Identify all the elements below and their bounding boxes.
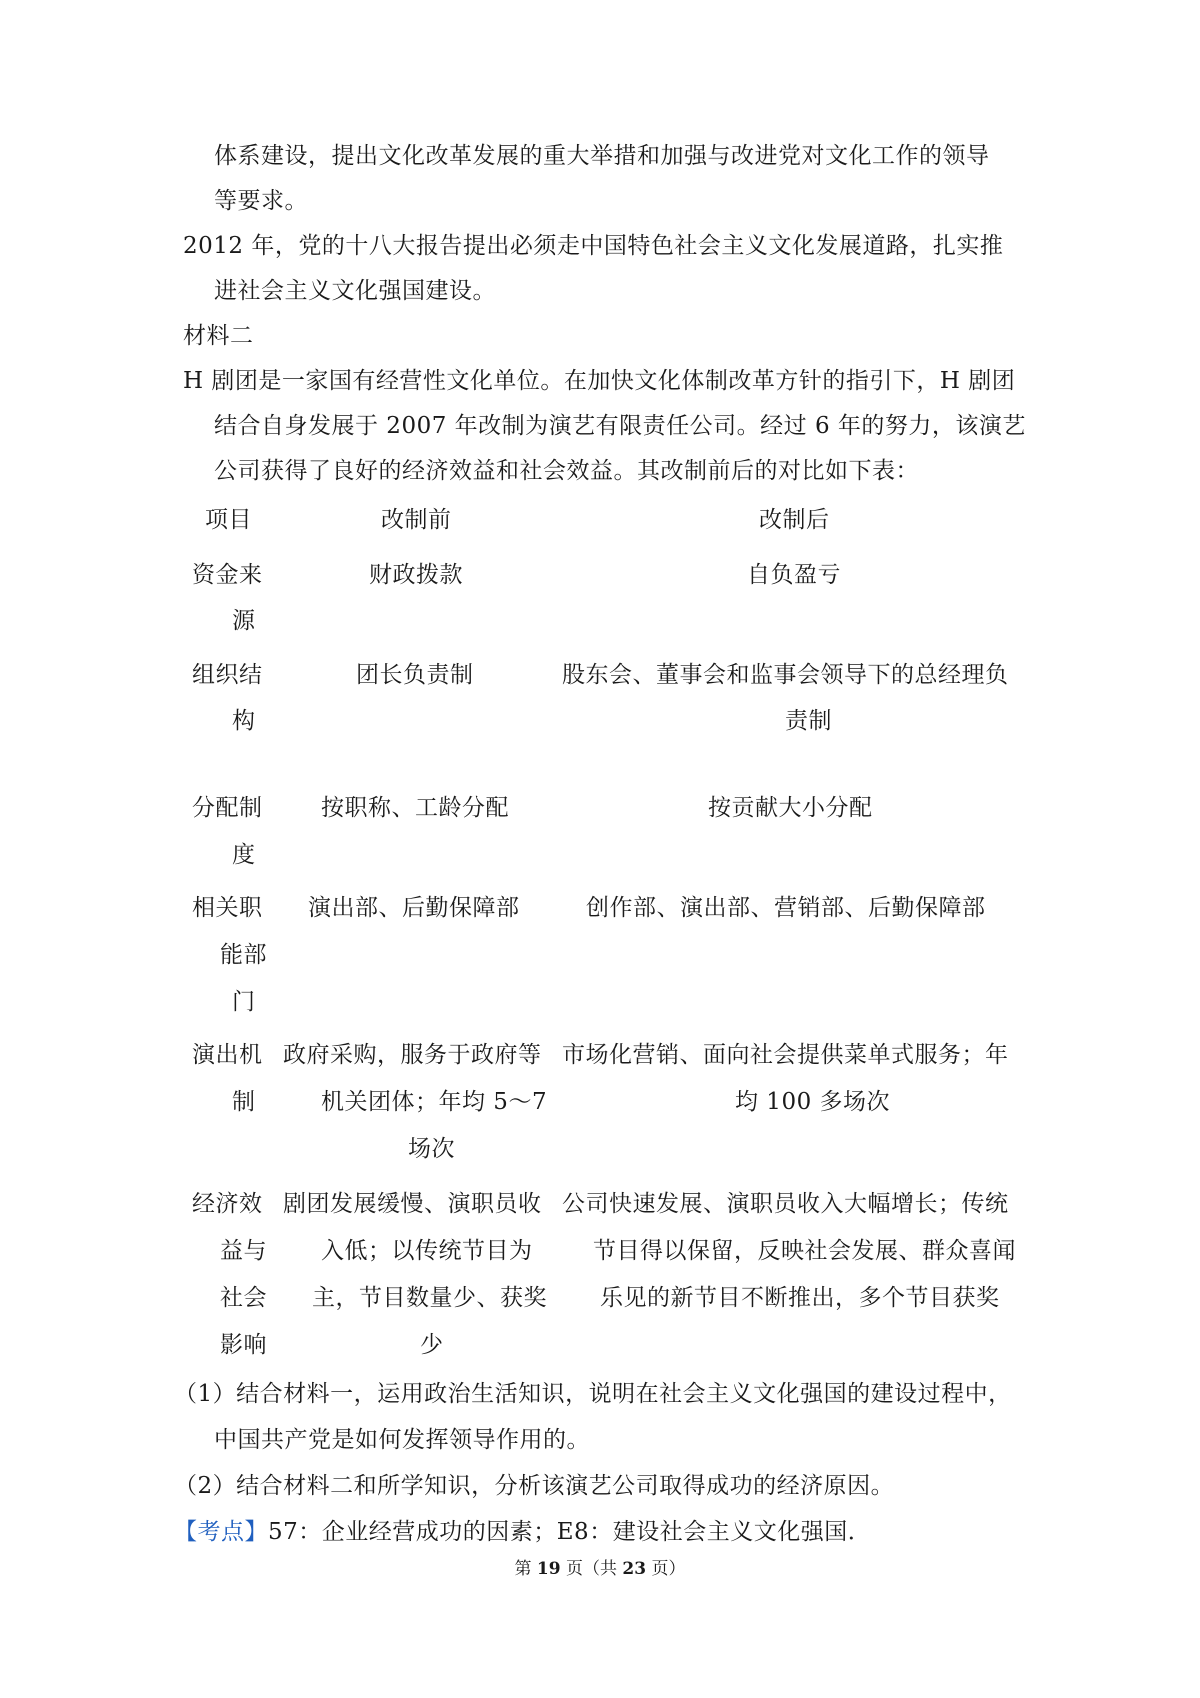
page-footer xyxy=(0,1557,1200,1581)
row5-after-line1: 市场化营销、面向社会提供菜单式服务；年 xyxy=(562,1042,1009,1068)
row6-item-line3: 社会 xyxy=(220,1285,267,1311)
footer-page-number: 19 xyxy=(536,1559,561,1579)
row6-after-line2: 节目得以保留，反映社会发展、群众喜闻 xyxy=(593,1238,1016,1264)
row6-item-line2: 益与 xyxy=(220,1238,267,1264)
footer-prefix: 第 xyxy=(514,1559,532,1579)
row3-before: 按职称、工龄分配 xyxy=(321,795,509,821)
kaodian-tag: 【考点】 xyxy=(174,1519,268,1545)
row3-item-line2: 度 xyxy=(232,842,256,868)
row6-before-line2: 入低；以传统节目为 xyxy=(321,1238,533,1264)
row6-after-line3: 乐见的新节目不断推出，多个节目获奖 xyxy=(600,1285,1000,1311)
row6-item-line4: 影响 xyxy=(220,1332,267,1358)
row2-after-line2: 责制 xyxy=(785,708,832,734)
row3-after: 按贡献大小分配 xyxy=(708,795,873,821)
row3-item-line1: 分配制 xyxy=(192,795,263,821)
row5-before-line1: 政府采购，服务于政府等 xyxy=(283,1042,542,1068)
row4-item-line2: 能部 xyxy=(220,942,267,968)
para-2012-line-1: 2012 年，党的十八大报告提出必须走中国特色社会主义文化发展道路，扎实推 xyxy=(183,233,1004,259)
para-2012-line-2: 进社会主义文化强国建设。 xyxy=(214,278,496,304)
row4-before: 演出部、后勤保障部 xyxy=(308,895,520,921)
row1-item-line1: 资金来 xyxy=(192,562,263,588)
row6-before-line1: 剧团发展缓慢、演职员收 xyxy=(283,1191,542,1217)
question-1-line-2: 中国共产党是如何发挥领导作用的。 xyxy=(214,1427,590,1453)
row1-after: 自负盈亏 xyxy=(747,562,841,588)
row5-item-line1: 演出机 xyxy=(192,1042,263,1068)
row2-item-line1: 组织结 xyxy=(192,662,263,688)
intro-line-2: 等要求。 xyxy=(214,188,308,214)
material-two-line-3: 公司获得了良好的经济效益和社会效益。其改制前后的对比如下表： xyxy=(214,458,919,484)
row2-item-line2: 构 xyxy=(232,708,256,734)
row2-before: 团长负责制 xyxy=(356,662,474,688)
table-header-after: 改制后 xyxy=(759,507,830,533)
row6-before-line3: 主，节目数量少、获奖 xyxy=(312,1285,547,1311)
row2-after-line1: 股东会、董事会和监事会领导下的总经理负 xyxy=(562,662,1009,688)
material-two-line-2: 结合自身发展于 2007 年改制为演艺有限责任公司。经过 6 年的努力，该演艺 xyxy=(214,413,1026,439)
row4-after: 创作部、演出部、营销部、后勤保障部 xyxy=(586,895,986,921)
material-two-heading: 材料二 xyxy=(183,323,254,349)
row1-before: 财政拨款 xyxy=(369,562,463,588)
kaodian-line xyxy=(174,1517,871,1547)
row1-item-line2: 源 xyxy=(232,608,256,634)
table-header-item: 项目 xyxy=(205,507,252,533)
row5-item-line2: 制 xyxy=(232,1089,256,1115)
row5-before-line3: 场次 xyxy=(408,1136,455,1162)
row6-before-line4: 少 xyxy=(420,1332,444,1358)
row6-item-line1: 经济效 xyxy=(192,1191,263,1217)
footer-middle: 页（共 xyxy=(566,1559,617,1579)
question-1-line-1: （1）结合材料一，运用政治生活知识，说明在社会主义文化强国的建设过程中， xyxy=(174,1381,1012,1407)
question-2: （2）结合材料二和所学知识，分析该演艺公司取得成功的经济原因。 xyxy=(174,1473,895,1499)
material-two-line-1: H 剧团是一家国有经营性文化单位。在加快文化体制改革方针的指引下，H 剧团 xyxy=(183,368,1016,394)
table-header-before: 改制前 xyxy=(381,507,452,533)
footer-total-pages: 23 xyxy=(622,1559,647,1579)
kaodian-text: 57：企业经营成功的因素；E8：建设社会主义文化强国． xyxy=(268,1519,872,1545)
row5-after-line2: 均 100 多场次 xyxy=(735,1089,891,1115)
row4-item-line1: 相关职 xyxy=(192,895,263,921)
footer-suffix: 页） xyxy=(651,1559,686,1579)
intro-line-1: 体系建设，提出文化改革发展的重大举措和加强与改进党对文化工作的领导 xyxy=(214,143,990,169)
row6-after-line1: 公司快速发展、演职员收入大幅增长；传统 xyxy=(562,1191,1009,1217)
row4-item-line3: 门 xyxy=(232,989,256,1015)
row5-before-line2: 机关团体；年均 5～7 xyxy=(321,1089,548,1115)
